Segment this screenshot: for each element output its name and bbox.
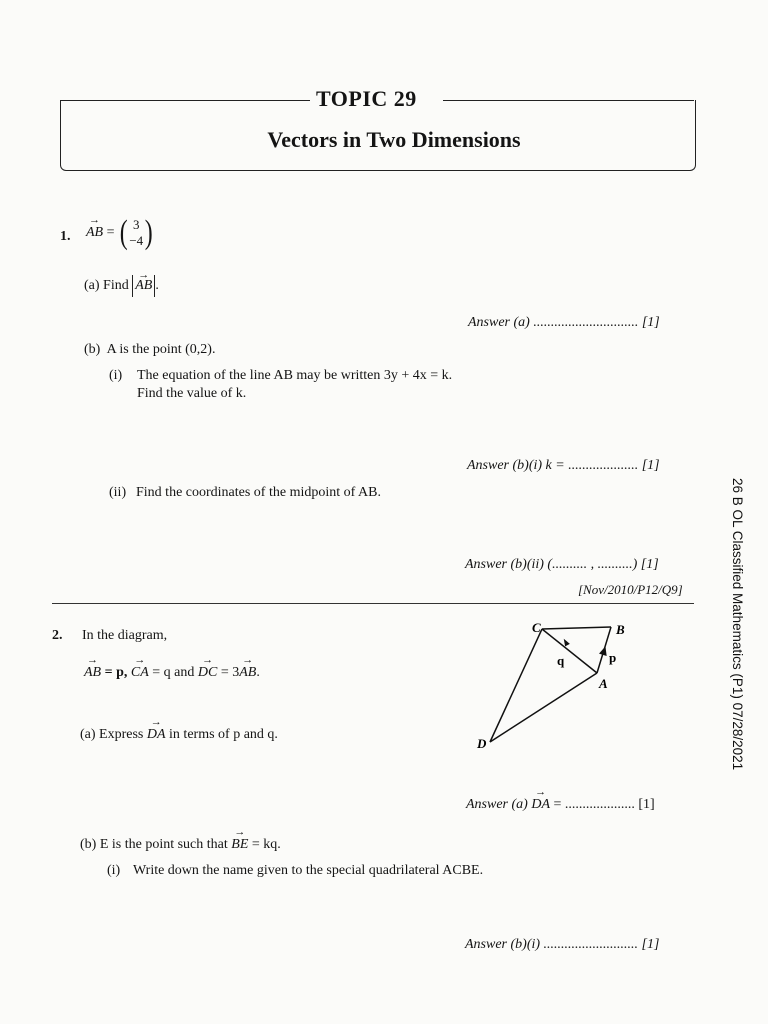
q1bi-answer-line: Answer (b)(i) k = .................... [1] <box>467 458 660 473</box>
q1b-label: (b) <box>84 342 101 357</box>
q1bii-label: (ii) <box>109 485 127 500</box>
q1bii-text: Find the coordinates of the midpoint of AB. <box>136 485 381 500</box>
q2-def-text4: . <box>256 665 260 680</box>
q2a-label: (a) <box>80 727 96 742</box>
label-b: B <box>616 622 625 637</box>
q2a-text1: Express <box>99 727 144 742</box>
q1-column-vector <box>129 217 143 249</box>
label-a: A <box>599 676 608 691</box>
q2-vec-dc: → DC <box>198 665 217 681</box>
q1a-prompt <box>84 275 159 297</box>
q2bi-label: (i) <box>107 863 121 878</box>
q1-vector-definition <box>86 216 155 250</box>
q2-def-text3: = 3 <box>217 665 240 680</box>
q1-col-top: 3 <box>133 217 140 232</box>
q2b-prompt <box>80 837 281 853</box>
q1a-answer-line: Answer (a) .............................. [1] <box>468 315 660 330</box>
q2a-vec: → DA <box>147 727 166 743</box>
q2b-text1: E is the point such that <box>99 837 228 852</box>
topic-label: TOPIC 29 <box>316 86 417 111</box>
right-paren-icon: ) <box>144 214 153 251</box>
q2-def-text1: = p, <box>101 665 131 680</box>
section-divider <box>52 603 694 604</box>
q2b-text2: = kq. <box>251 837 281 852</box>
q1a-label: (a) <box>84 278 100 293</box>
edge-ca <box>542 629 597 673</box>
label-q: q <box>557 653 565 668</box>
arrow-q-icon <box>561 639 570 648</box>
arrow-p-icon <box>599 645 609 656</box>
q2b-label: (b) <box>80 837 97 852</box>
q1bi-line1: The equation of the line AB may be written 3y + 4x = k. <box>137 368 453 383</box>
q2-vec-ca: → CA <box>131 665 149 681</box>
q2-vec-ab2: → AB <box>239 665 256 681</box>
q1-number: 1. <box>60 229 71 244</box>
q2-intro: In the diagram, <box>82 628 168 643</box>
q2-number: 2. <box>52 628 63 643</box>
side-footer-text: 26 B OL Classified Mathematics (P1) 07/28/2021 <box>730 478 745 771</box>
left-paren-icon: ( <box>119 214 128 251</box>
label-p: p <box>609 650 617 665</box>
q1bi-label: (i) <box>109 368 123 383</box>
q1a-end: . <box>155 278 159 293</box>
q1a-text: Find <box>103 278 129 293</box>
page-title: Vectors in Two Dimensions <box>267 127 521 152</box>
vector-diagram <box>470 615 640 755</box>
q1bii-answer-line: Answer (b)(ii) (.......... , ..........) [1] <box>465 557 659 572</box>
q2-def-text2: = q and <box>148 665 198 680</box>
label-c: C <box>532 620 541 635</box>
q2a-answer-line <box>466 797 655 813</box>
q2bi-answer-line: Answer (b)(i) ........................... [1] <box>465 937 660 952</box>
q1bi-line2: Find the value of k. <box>137 386 247 401</box>
q2a-answer-pre: Answer (a) <box>466 797 528 812</box>
q1b-text <box>84 342 215 358</box>
q2-definitions <box>84 665 260 681</box>
edge-cb <box>542 627 611 629</box>
q1-equals: = <box>106 225 115 241</box>
q2a-answer-post: = .................... [1] <box>553 797 655 812</box>
q2a-text2: in terms of p and q. <box>169 727 278 742</box>
q2bi-text: Write down the name given to the special quadrilateral ACBE. <box>133 863 484 878</box>
q2a-prompt <box>80 727 278 743</box>
label-d: D <box>477 736 487 751</box>
q1-col-bottom: −4 <box>129 233 144 248</box>
q1b-statement: A is the point (0,2). <box>106 342 216 357</box>
q1a-vec: → AB <box>135 275 152 297</box>
q1-source-ref: [Nov/2010/P12/Q9] <box>578 582 683 597</box>
q2a-answer-vec: → DA <box>531 797 550 813</box>
q2b-vec: → BE <box>231 837 248 853</box>
q1a-magnitude <box>132 275 155 297</box>
q1-vec-ab: → AB <box>86 225 103 241</box>
q2-vec-ab: → AB <box>84 665 101 681</box>
